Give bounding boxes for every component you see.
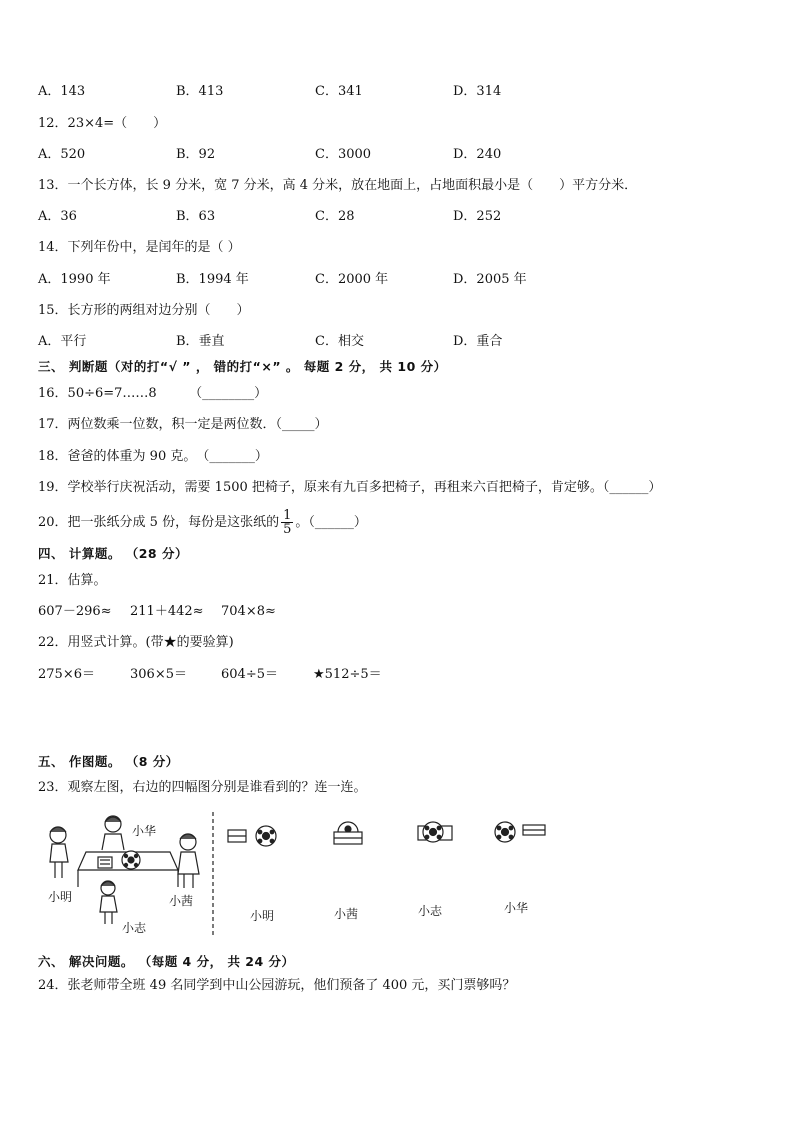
q18-text: 18．爸爸的体重为 90 克。 （_______） (38, 449, 268, 464)
person-label-xiaozhi: 小志 (122, 921, 147, 935)
q20-line (38, 509, 367, 537)
q22-stem: 22．用竖式计算。(带★的要验算) (38, 635, 234, 650)
q14-stem: 14．下列年份中，是闰年的是（ ） (38, 240, 241, 255)
q21-item-3: 704×8≈ (221, 604, 276, 619)
view-4-label[interactable]: 小华 (504, 901, 529, 915)
q19-text: 19．学校举行庆祝活动，需要 1500 把椅子，原来有九百多把椅子，再租来六百把椅子，肯定够。（______） (38, 480, 662, 495)
q12-option-d[interactable]: D．240 (453, 147, 502, 162)
q14-option-b[interactable]: B．1994 年 (176, 272, 249, 287)
q15-option-c[interactable]: C．相交 (315, 334, 364, 349)
q20-text-before: 20．把一张纸分成 5 份，每份是这张纸的 (38, 515, 280, 530)
q23-stem: 23．观察左图，右边的四幅图分别是谁看到的？连一连。 (38, 780, 367, 795)
q15-option-d[interactable]: D．重合 (453, 334, 503, 349)
section-5-heading: 五、 作图题。 （8 分） (38, 754, 179, 769)
q14-option-a[interactable]: A．1990 年 (38, 272, 111, 287)
q20-text-after: 。（______） (295, 515, 367, 530)
section-3-heading: 三、 判断题（对的打“√ ” ， 错的打“×” 。 每题 2 分， 共 10 分） (38, 359, 447, 374)
view-3-illustration (418, 822, 452, 842)
q20-fraction (281, 509, 293, 536)
q14-option-d[interactable]: D．2005 年 (453, 272, 527, 287)
q22-item-2: 306×5＝ (130, 667, 187, 682)
q24-text: 24．张老师带全班 49 名同学到中山公园游玩，他们预备了 400 元，买门票够吗？ (38, 978, 516, 993)
q13-option-d[interactable]: D．252 (453, 209, 502, 224)
q14-option-c[interactable]: C．2000 年 (315, 272, 389, 287)
view-2-label[interactable]: 小茜 (334, 907, 359, 921)
view-1-illustration (228, 826, 276, 846)
person-label-xiaohua: 小华 (132, 824, 157, 838)
person-label-xiaoxi: 小茜 (169, 894, 194, 908)
q17-text: 17．两位数乘一位数，积一定是两位数．（_____） (38, 417, 328, 432)
q15-option-a[interactable]: A．平行 (38, 334, 87, 349)
q22-item-3: 604÷5＝ (221, 667, 278, 682)
q11-option-a[interactable]: A．143 (38, 84, 86, 99)
q11-option-b[interactable]: B．413 (176, 84, 224, 99)
q13-stem: 13．一个长方体，长 9 分米，宽 7 分米，高 4 分米，放在地面上，占地面积最小是（ ）平方分米． (38, 178, 638, 193)
q13-option-c[interactable]: C．28 (315, 209, 355, 224)
q16-text: 16．50÷6=7……8 （________） (38, 386, 268, 401)
q21-item-2: 211＋442≈ (130, 604, 204, 619)
child-right-illustration (178, 834, 199, 888)
q20-numerator: 1 (283, 508, 292, 523)
q11-option-c[interactable]: C．341 (315, 84, 363, 99)
q21-item-1: 607－296≈ (38, 604, 112, 619)
q22-item-4: ★512÷5＝ (313, 667, 382, 682)
view-3-label[interactable]: 小志 (418, 904, 443, 918)
child-front-illustration (100, 881, 117, 924)
q12-option-b[interactable]: B．92 (176, 147, 216, 162)
ball-on-table-illustration (122, 851, 140, 869)
q23-figure (38, 812, 598, 937)
child-back-illustration (102, 816, 124, 850)
q22-item-1: 275×6＝ (38, 667, 95, 682)
q12-option-a[interactable]: A．520 (38, 147, 86, 162)
section-4-heading: 四、 计算题。 （28 分） (38, 546, 188, 561)
q15-stem: 15．长方形的两组对边分别（ ） (38, 303, 250, 318)
section-6-heading: 六、 解决问题。 （每题 4 分， 共 24 分） (38, 954, 295, 969)
view-1-label[interactable]: 小明 (250, 909, 275, 923)
person-label-xiaoming: 小明 (48, 890, 73, 904)
q12-stem: 12．23×4=（ ） (38, 116, 167, 131)
q12-option-c[interactable]: C．3000 (315, 147, 372, 162)
view-2-illustration (334, 822, 362, 844)
q11-option-d[interactable]: D．314 (453, 84, 502, 99)
child-left-illustration (50, 827, 68, 878)
q15-option-b[interactable]: B．垂直 (176, 334, 225, 349)
q21-stem: 21．估算。 (38, 573, 107, 588)
q13-option-a[interactable]: A．36 (38, 209, 77, 224)
view-4-illustration (495, 822, 545, 842)
q20-denominator: 5 (283, 522, 292, 537)
q13-option-b[interactable]: B．63 (176, 209, 216, 224)
